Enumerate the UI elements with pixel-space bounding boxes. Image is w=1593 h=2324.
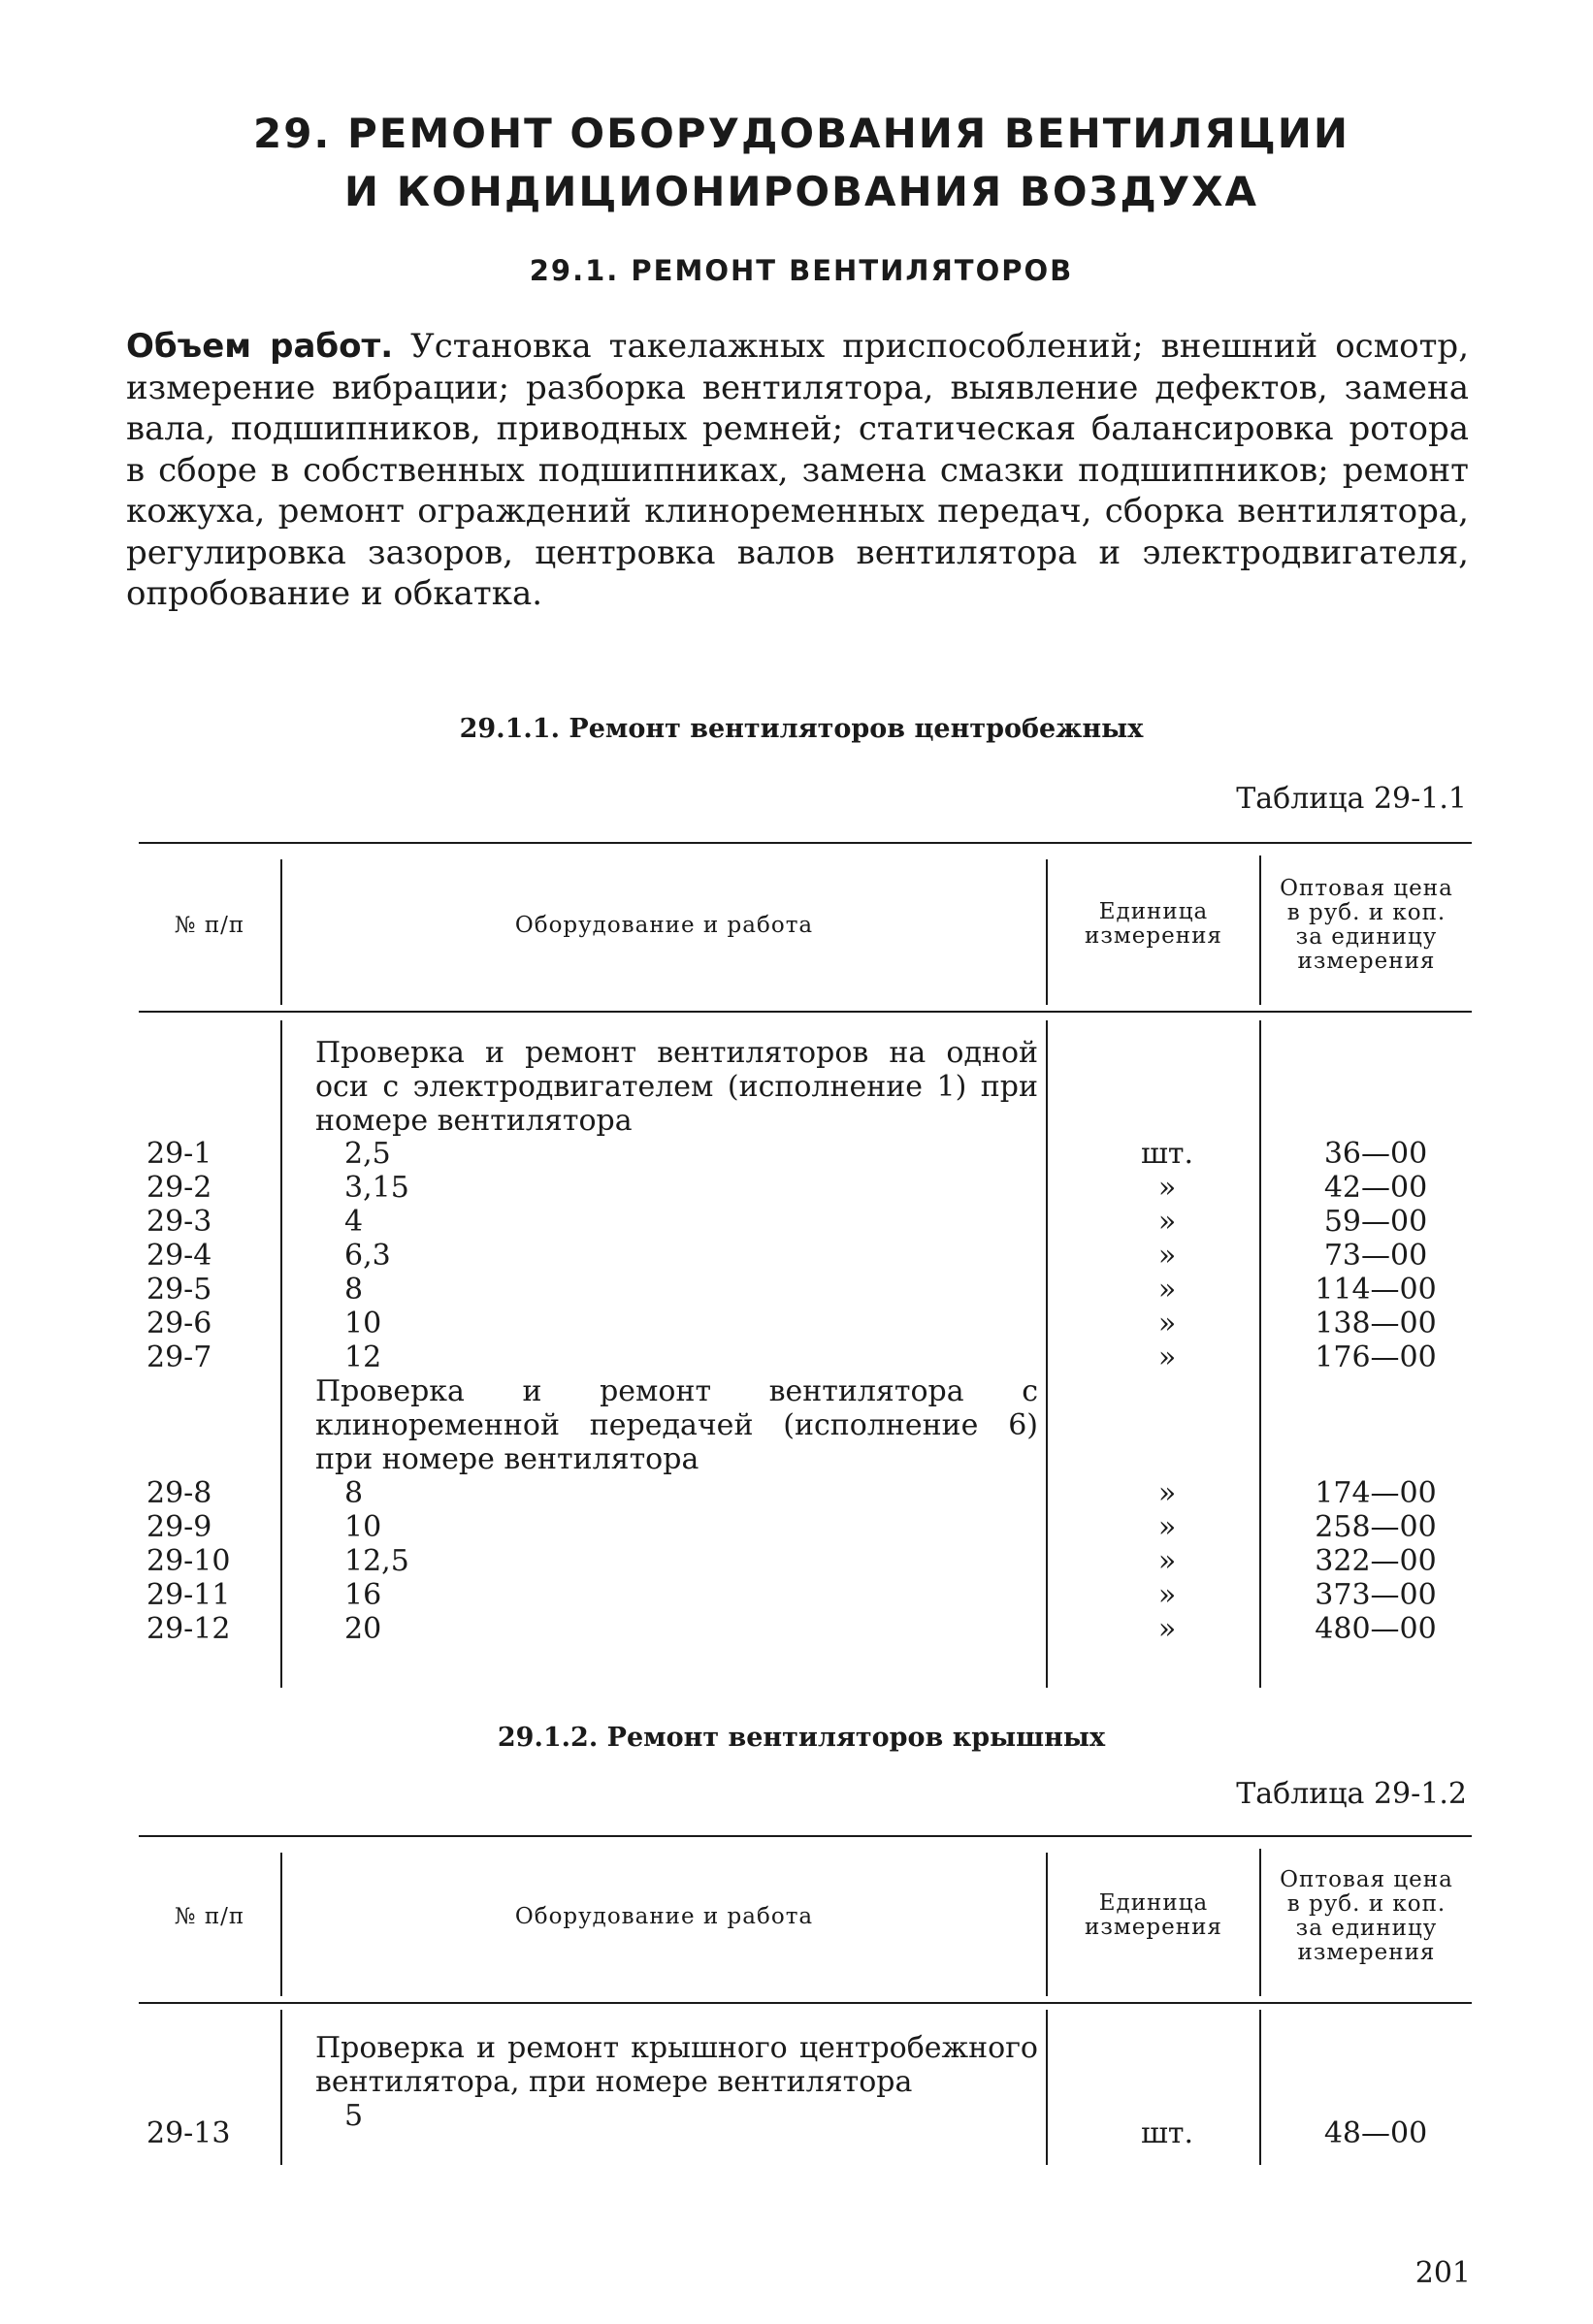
chapter-title xyxy=(136,105,1467,221)
header-price-line-2: в руб. и коп. xyxy=(1286,900,1447,925)
row-fan-size: 12 xyxy=(344,1340,382,1374)
header-unit xyxy=(1048,1891,1259,1940)
header-price-line-4: измерения xyxy=(1297,949,1436,974)
scope-text: Установка такелажных приспособлений; внешний осмотр, измерение вибрации; разборка вентилятора, выявление дефектов, замена вала, подшипников, приводных ремней; статическая балансировка ротора в сборе в собственных подшипниках, замена смазки подшипников; ремонт кожуха, ремонт ограждений клиноременных передач, сборка вентилятора, регулировка зазоров, центровка валов вентилятора и электродвигателя, опробование и обкатка. xyxy=(126,327,1469,613)
chapter-title-line-1: 29. РЕМОНТ ОБОРУДОВАНИЯ ВЕНТИЛЯЦИИ xyxy=(252,110,1350,157)
group-description-roof-fan: Проверка и ремонт крышного центробежного вентилятора, при номере вентилятора xyxy=(315,2031,1038,2099)
row-fan-size: 3,15 xyxy=(344,1171,409,1205)
header-price-line-2: в руб. и коп. xyxy=(1286,1891,1447,1917)
row-fan-size: 20 xyxy=(344,1612,382,1646)
header-price-line-3: за единицу xyxy=(1295,1916,1438,1941)
row-price: 59—00 xyxy=(1323,1205,1428,1239)
header-price-line-4: измерения xyxy=(1297,1940,1436,1965)
row-fan-size: 5 xyxy=(344,2099,364,2133)
header-price-line-3: за единицу xyxy=(1295,924,1438,950)
row-price: 322—00 xyxy=(1315,1544,1437,1578)
row-unit: » xyxy=(1157,1340,1177,1374)
row-price: 138—00 xyxy=(1315,1307,1437,1340)
row-unit: » xyxy=(1157,1510,1177,1544)
group-description-axial-drive: Проверка и ремонт вентиляторов на одной оси с электродвигателем (исполнение 1) при номере вентилятора xyxy=(315,1036,1038,1138)
row-fan-size: 2,5 xyxy=(344,1137,391,1171)
table-header-rule xyxy=(139,1011,1472,1013)
row-fan-size: 10 xyxy=(344,1307,382,1340)
table-label-29-1-2: Таблица 29-1.2 xyxy=(1236,1777,1467,1811)
row-fan-size: 16 xyxy=(344,1578,382,1612)
row-unit: » xyxy=(1157,1307,1177,1340)
section-title: 29.1. РЕМОНТ ВЕНТИЛЯТОРОВ xyxy=(529,254,1074,287)
row-number: 29-3 xyxy=(146,1205,212,1239)
row-number: 29-12 xyxy=(146,1612,231,1646)
row-unit: » xyxy=(1157,1273,1177,1307)
header-number: № п/п xyxy=(174,1904,245,1929)
header-unit xyxy=(1048,900,1259,949)
subsection-title-centrifugal: 29.1.1. Ремонт вентиляторов центробежных xyxy=(459,714,1144,744)
row-unit: » xyxy=(1157,1578,1177,1612)
row-unit: » xyxy=(1157,1171,1177,1205)
row-price: 114—00 xyxy=(1315,1273,1437,1307)
row-number: 29-6 xyxy=(146,1307,212,1340)
row-price: 176—00 xyxy=(1315,1340,1437,1374)
column-divider xyxy=(280,1020,282,1688)
header-work: Оборудование и работа xyxy=(514,913,814,938)
row-fan-size: 6,3 xyxy=(344,1239,391,1273)
header-price xyxy=(1261,1868,1472,1965)
header-price-line-1: Оптовая цена xyxy=(1280,876,1453,901)
header-unit-line-1: Единица xyxy=(1098,899,1209,924)
row-number: 29-11 xyxy=(146,1578,231,1612)
row-unit: » xyxy=(1157,1205,1177,1239)
column-divider xyxy=(280,2010,282,2165)
row-price: 48—00 xyxy=(1323,2116,1428,2150)
row-unit: » xyxy=(1157,1612,1177,1646)
table-centrifugal-fans xyxy=(139,842,1472,1688)
row-unit: шт. xyxy=(1140,2116,1194,2150)
column-divider xyxy=(1046,2010,1048,2165)
row-fan-size: 4 xyxy=(344,1205,364,1239)
row-fan-size: 8 xyxy=(344,1476,364,1510)
row-unit: шт. xyxy=(1140,1137,1194,1171)
row-number: 29-4 xyxy=(146,1239,212,1273)
subsection-title-roof: 29.1.2. Ремонт вентиляторов крышных xyxy=(497,1723,1106,1753)
row-number: 29-9 xyxy=(146,1510,212,1544)
header-price-line-1: Оптовая цена xyxy=(1280,1867,1453,1892)
row-price: 36—00 xyxy=(1323,1137,1428,1171)
header-unit-line-1: Единица xyxy=(1098,1890,1209,1916)
row-unit: » xyxy=(1157,1476,1177,1510)
group-description-belt-drive: Проверка и ремонт вентилятора с клиноременной передачей (исполнение 6) при номере вентилятора xyxy=(315,1374,1038,1476)
row-price: 480—00 xyxy=(1315,1612,1437,1646)
column-divider xyxy=(1046,1020,1048,1688)
row-number: 29-7 xyxy=(146,1340,212,1374)
row-number: 29-1 xyxy=(146,1137,212,1171)
header-work: Оборудование и работа xyxy=(514,1904,814,1929)
header-number: № п/п xyxy=(174,913,245,938)
row-price: 73—00 xyxy=(1323,1239,1428,1273)
table-top-rule xyxy=(139,842,1472,844)
table-header-rule xyxy=(139,2002,1472,2004)
scope-of-work-paragraph xyxy=(126,326,1469,615)
table-roof-fans xyxy=(139,1835,1472,2165)
row-fan-size: 8 xyxy=(344,1273,364,1307)
row-unit: » xyxy=(1157,1239,1177,1273)
row-number: 29-8 xyxy=(146,1476,212,1510)
table-label-29-1-1: Таблица 29-1.1 xyxy=(1236,782,1467,816)
scope-lead: Объем работ. xyxy=(126,327,394,366)
row-number: 29-2 xyxy=(146,1171,212,1205)
row-price: 174—00 xyxy=(1315,1476,1437,1510)
row-price: 373—00 xyxy=(1315,1578,1437,1612)
table-top-rule xyxy=(139,1835,1472,1837)
chapter-title-line-2: И КОНДИЦИОНИРОВАНИЯ ВОЗДУХА xyxy=(343,168,1259,215)
row-price: 42—00 xyxy=(1323,1171,1428,1205)
row-unit: » xyxy=(1157,1544,1177,1578)
row-number: 29-10 xyxy=(146,1544,231,1578)
header-price xyxy=(1261,877,1472,974)
row-number: 29-13 xyxy=(146,2116,231,2150)
row-fan-size: 10 xyxy=(344,1510,382,1544)
row-fan-size: 12,5 xyxy=(344,1544,409,1578)
header-unit-line-2: измерения xyxy=(1085,923,1222,949)
row-number: 29-5 xyxy=(146,1273,212,1307)
page-number: 201 xyxy=(1414,2256,1471,2290)
row-price: 258—00 xyxy=(1315,1510,1437,1544)
header-unit-line-2: измерения xyxy=(1085,1915,1222,1940)
